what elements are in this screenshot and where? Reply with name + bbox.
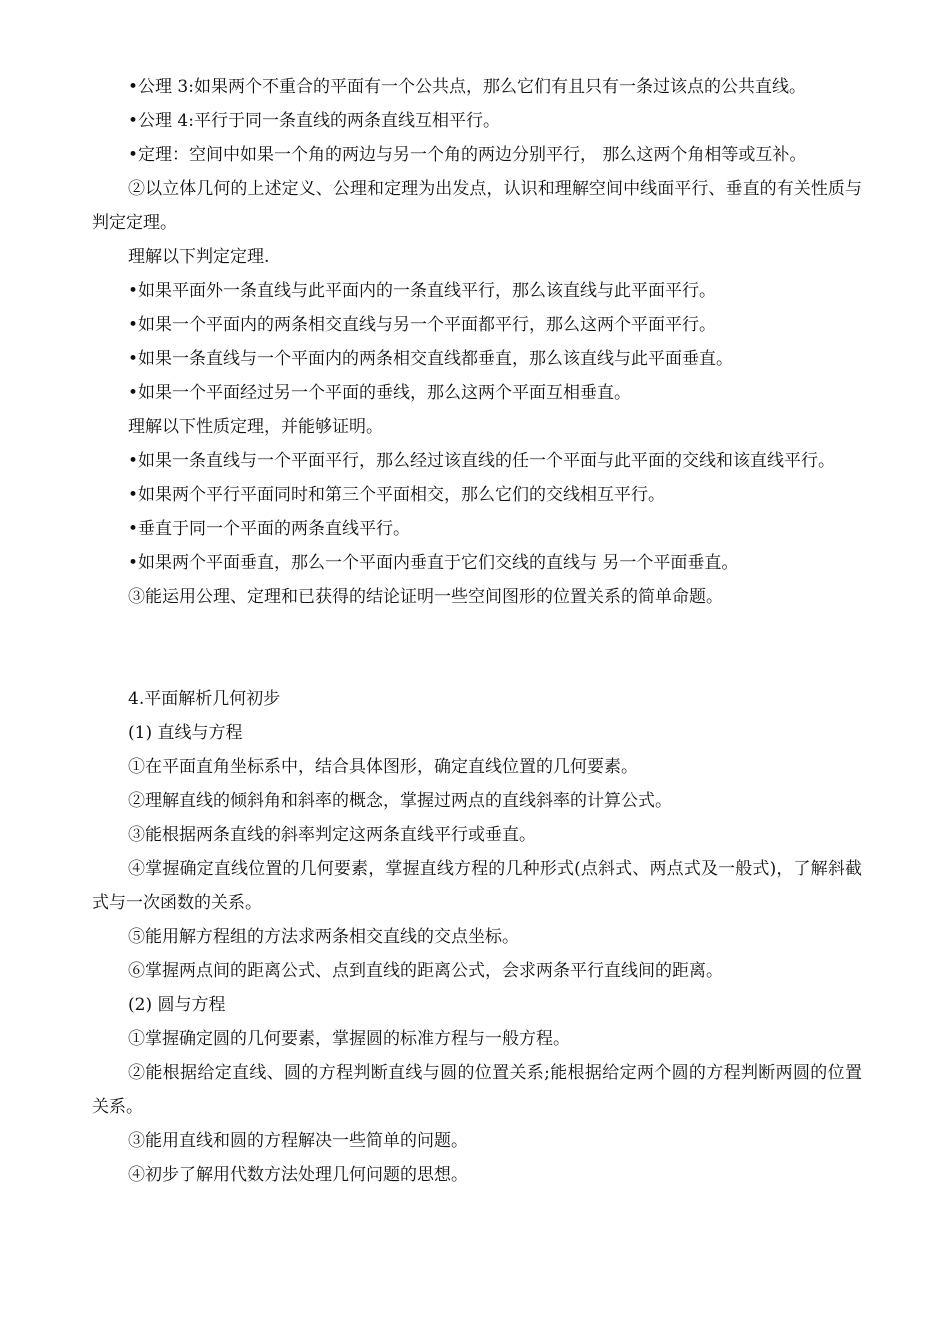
circles-item: ④初步了解用代数方法处理几何问题的思想。 xyxy=(128,1165,468,1185)
property-item: •如果两个平行平面同时和第三个平面相交，那么它们的交线相互平行。 xyxy=(128,485,666,505)
document-body xyxy=(92,70,862,1192)
lines-item: ②理解直线的倾斜角和斜率的概念，掌握过两点的直线斜率的计算公式。 xyxy=(128,791,672,811)
item-3: ③能运用公理、定理和已获得的结论证明一些空间图形的位置关系的简单命题。 xyxy=(128,587,723,607)
property-item: •垂直于同一个平面的两条直线平行。 xyxy=(128,519,411,539)
property-item: •如果一条直线与一个平面平行，那么经过该直线的任一个平面与此平面的交线和该直线平行。 xyxy=(128,451,836,471)
subsection-title-circles: (2) 圆与方程 xyxy=(128,995,226,1015)
judgement-item: •如果一个平面内的两条相交直线与另一个平面都平行，那么这两个平面平行。 xyxy=(128,315,717,335)
circles-item: ②能根据给定直线、圆的方程判断直线与圆的位置关系;能根据给定两个圆的方程判断两圆的位置关系。 xyxy=(92,1063,862,1117)
property-intro: 理解以下性质定理，并能够证明。 xyxy=(128,417,383,437)
lines-item: ①在平面直角坐标系中，结合具体图形，确定直线位置的几何要素。 xyxy=(128,757,638,777)
axiom-4: •公理 4:平行于同一条直线的两条直线互相平行。 xyxy=(128,111,500,131)
lines-item: ④掌握确定直线位置的几何要素，掌握直线方程的几种形式(点斜式、两点式及一般式)，了解斜截式与一次函数的关系。 xyxy=(92,859,862,913)
section-spacer xyxy=(92,614,862,682)
lines-item: ⑥掌握两点间的距离公式、点到直线的距离公式，会求两条平行直线间的距离。 xyxy=(128,961,723,981)
property-item: •如果两个平面垂直，那么一个平面内垂直于它们交线的直线与 另一个平面垂直。 xyxy=(128,553,739,573)
lines-item: ⑤能用解方程组的方法求两条相交直线的交点坐标。 xyxy=(128,927,519,947)
judgement-intro: 理解以下判定定理. xyxy=(128,247,270,267)
lines-item: ③能根据两条直线的斜率判定这两条直线平行或垂直。 xyxy=(128,825,536,845)
judgement-item: •如果一个平面经过另一个平面的垂线，那么这两个平面互相垂直。 xyxy=(128,383,632,403)
circles-item: ③能用直线和圆的方程解决一些简单的问题。 xyxy=(128,1131,468,1151)
section-heading: 4.平面解析几何初步 xyxy=(128,689,281,709)
axiom-3: •公理 3:如果两个不重合的平面有一个公共点，那么它们有且只有一条过该点的公共直线。 xyxy=(128,77,806,97)
subsection-title-lines: (1) 直线与方程 xyxy=(128,723,243,743)
judgement-item: •如果平面外一条直线与此平面内的一条直线平行，那么该直线与此平面平行。 xyxy=(128,281,717,301)
item-2: ②以立体几何的上述定义、公理和定理为出发点，认识和理解空间中线面平行、垂直的有关性质与判定定理。 xyxy=(92,179,862,233)
circles-item: ①掌握确定圆的几何要素，掌握圆的标准方程与一般方程。 xyxy=(128,1029,570,1049)
judgement-item: •如果一条直线与一个平面内的两条相交直线都垂直，那么该直线与此平面垂直。 xyxy=(128,349,734,369)
theorem-angles: •定理：空间中如果一个角的两边与另一个角的两边分别平行， 那么这两个角相等或互补。 xyxy=(128,145,807,165)
